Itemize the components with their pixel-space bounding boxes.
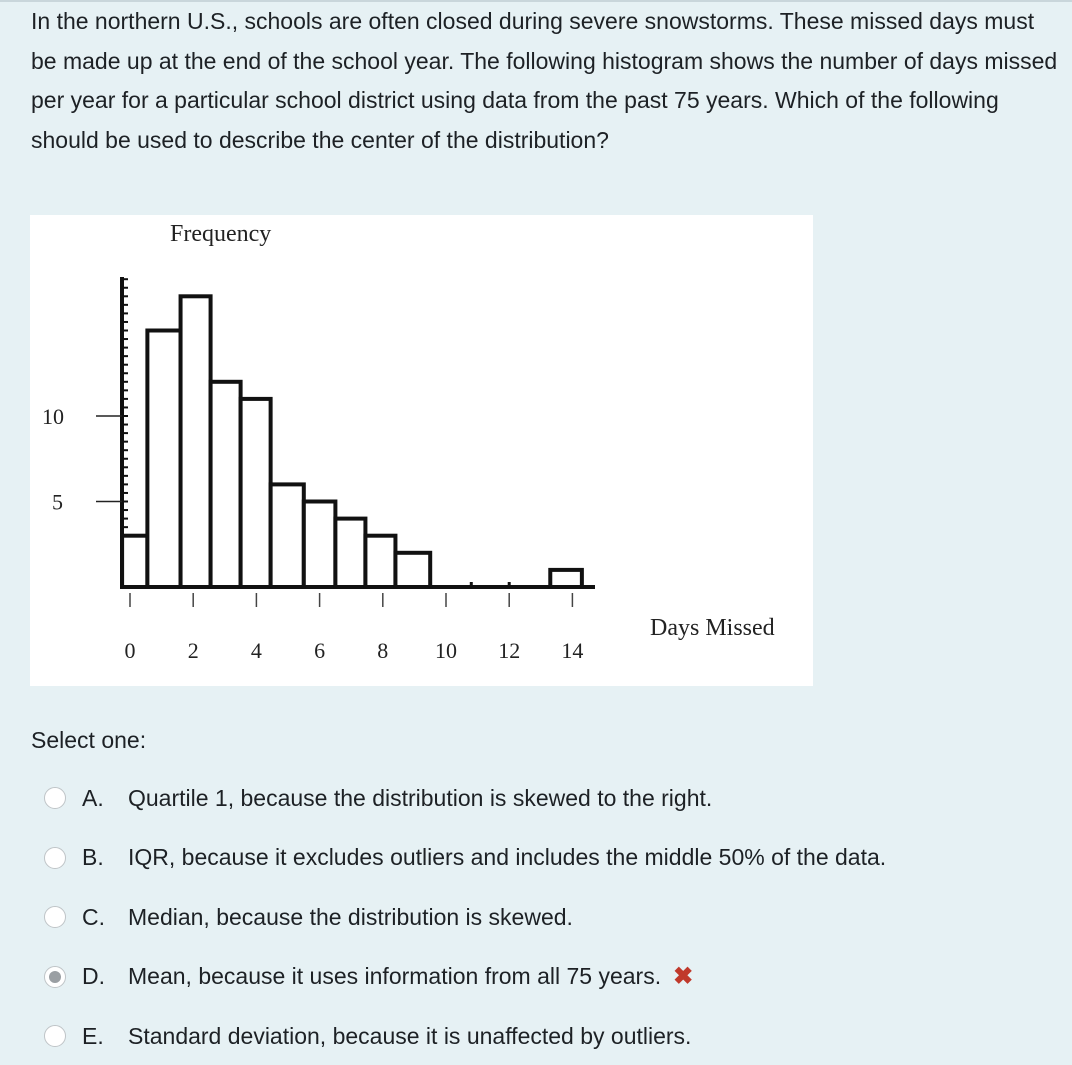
- answer-option-b[interactable]: [44, 838, 886, 878]
- option-text: Quartile 1, because the distribution is skewed to the right.: [128, 784, 713, 811]
- histogram-chart: [30, 215, 813, 686]
- option-text: Median, because the distribution is skewed.: [128, 903, 573, 930]
- incorrect-icon: ✖: [673, 963, 694, 990]
- histogram-bar: [271, 484, 304, 587]
- radio-button[interactable]: [44, 847, 66, 869]
- histogram-bar: [181, 296, 211, 587]
- answer-option-c[interactable]: [44, 897, 573, 937]
- option-text: Mean, because it uses information from all 75 years.: [128, 963, 662, 989]
- y-tick-label: 10: [42, 404, 64, 429]
- x-tick-label: 12: [498, 638, 521, 663]
- x-tick-label: 8: [377, 638, 389, 663]
- option-text: IQR, because it excludes outliers and includes the middle 50% of the data.: [128, 844, 887, 870]
- radio-button[interactable]: [44, 966, 66, 988]
- histogram-bar: [304, 502, 336, 588]
- radio-button[interactable]: [44, 906, 66, 928]
- histogram-bar: [395, 553, 430, 587]
- option-text: Standard deviation, because it is unaffected by outliers.: [128, 1022, 692, 1049]
- histogram-bar: [550, 570, 582, 587]
- histogram-bar: [365, 536, 395, 587]
- histogram-figure: [30, 215, 813, 686]
- x-tick-label: 4: [250, 638, 262, 663]
- histogram-bar: [147, 331, 180, 588]
- radio-button[interactable]: [44, 1025, 66, 1047]
- radio-button[interactable]: [44, 787, 66, 809]
- histogram-bar: [241, 399, 271, 587]
- histogram-bar: [211, 382, 241, 587]
- x-tick-label: 10: [435, 638, 457, 663]
- x-tick-label: 2: [187, 638, 199, 663]
- x-axis-label: Days Missed: [650, 615, 775, 641]
- option-letter: A.: [82, 784, 104, 811]
- answer-option-e[interactable]: [44, 1016, 691, 1056]
- x-tick-label: 14: [561, 638, 584, 663]
- y-axis-label: Frequency: [170, 221, 272, 247]
- answer-option-a[interactable]: [44, 778, 712, 818]
- question-text: In the northern U.S., schools are often closed during severe snowstorms. These missed days must be made up at the end of the school year. The following histogram shows the number of days missed per year for a particular school district using data from the past 75 years. Which of the following should be used to describe the center of the distribution?: [31, 8, 1058, 153]
- option-letter: C.: [82, 903, 105, 930]
- x-tick-label: 0: [124, 638, 136, 663]
- histogram-bar: [122, 536, 147, 587]
- option-letter: D.: [82, 963, 105, 989]
- x-tick-label: 6: [314, 638, 326, 663]
- y-tick-label: 5: [52, 489, 63, 515]
- option-letter: B.: [82, 844, 104, 870]
- answer-option-d[interactable]: [44, 957, 693, 997]
- histogram-bar: [335, 519, 365, 587]
- select-one-label: Select one:: [31, 727, 147, 753]
- option-letter: E.: [82, 1022, 104, 1049]
